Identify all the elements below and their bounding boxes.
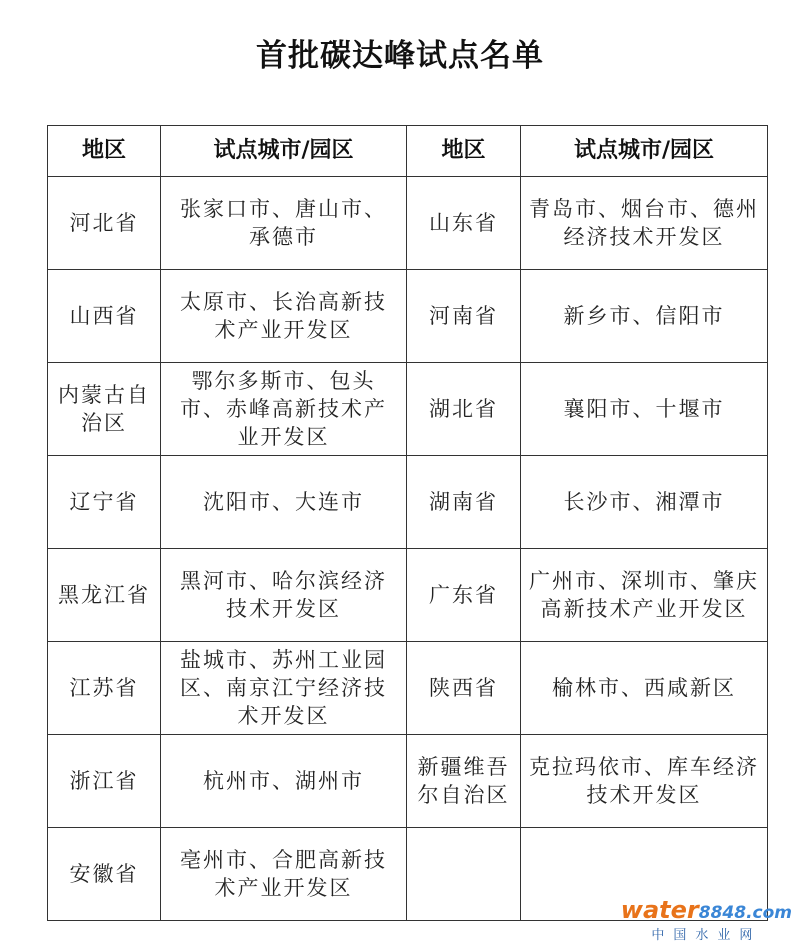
header-region-left: 地区 [48,126,161,177]
cities-cell: 长沙市、湘潭市 [521,456,768,549]
table-header-row [48,126,768,177]
region-cell: 内蒙古自治区 [48,363,161,456]
region-cell: 河北省 [48,177,161,270]
watermark-suffix: .com [746,903,792,923]
cities-cell: 襄阳市、十堰市 [521,363,768,456]
site-watermark [621,897,792,943]
cities-cell: 盐城市、苏州工业园区、南京江宁经济技术开发区 [161,642,407,735]
cities-cell: 亳州市、合肥高新技术产业开发区 [161,828,407,921]
region-cell [407,828,521,921]
cities-cell: 杭州市、湖州市 [161,735,407,828]
cities-cell: 沈阳市、大连市 [161,456,407,549]
table-row [48,177,768,270]
region-cell: 江苏省 [48,642,161,735]
table-row [48,735,768,828]
cities-cell: 青岛市、烟台市、德州经济技术开发区 [521,177,768,270]
table-row [48,549,768,642]
cities-cell: 克拉玛依市、库车经济技术开发区 [521,735,768,828]
table-row [48,642,768,735]
region-cell: 安徽省 [48,828,161,921]
region-cell: 新疆维吾尔自治区 [407,735,521,828]
cities-cell: 新乡市、信阳市 [521,270,768,363]
table-row [48,270,768,363]
region-cell: 广东省 [407,549,521,642]
region-cell: 山西省 [48,270,161,363]
header-cities-left: 试点城市/园区 [161,126,407,177]
cities-cell: 鄂尔多斯市、包头市、赤峰高新技术产业开发区 [161,363,407,456]
region-cell: 山东省 [407,177,521,270]
table-row [48,363,768,456]
cities-cell: 太原市、长治高新技术产业开发区 [161,270,407,363]
region-cell: 陕西省 [407,642,521,735]
page-title: 首批碳达峰试点名单 [256,38,544,74]
header-region-right: 地区 [407,126,521,177]
table-row [48,456,768,549]
watermark-number: 8848 [698,903,747,923]
region-cell: 浙江省 [48,735,161,828]
header-cities-right: 试点城市/园区 [521,126,768,177]
region-cell: 河南省 [407,270,521,363]
region-cell: 湖北省 [407,363,521,456]
region-cell: 辽宁省 [48,456,161,549]
watermark-brand: water [620,896,699,924]
pilot-list-table [47,125,768,921]
cities-cell: 张家口市、唐山市、承德市 [161,177,407,270]
cities-cell: 黑河市、哈尔滨经济技术开发区 [161,549,407,642]
region-cell: 黑龙江省 [48,549,161,642]
region-cell: 湖南省 [407,456,521,549]
cities-cell: 榆林市、西咸新区 [521,642,768,735]
watermark-cn: 中国水业网 [651,928,762,943]
cities-cell: 广州市、深圳市、肇庆高新技术产业开发区 [521,549,768,642]
